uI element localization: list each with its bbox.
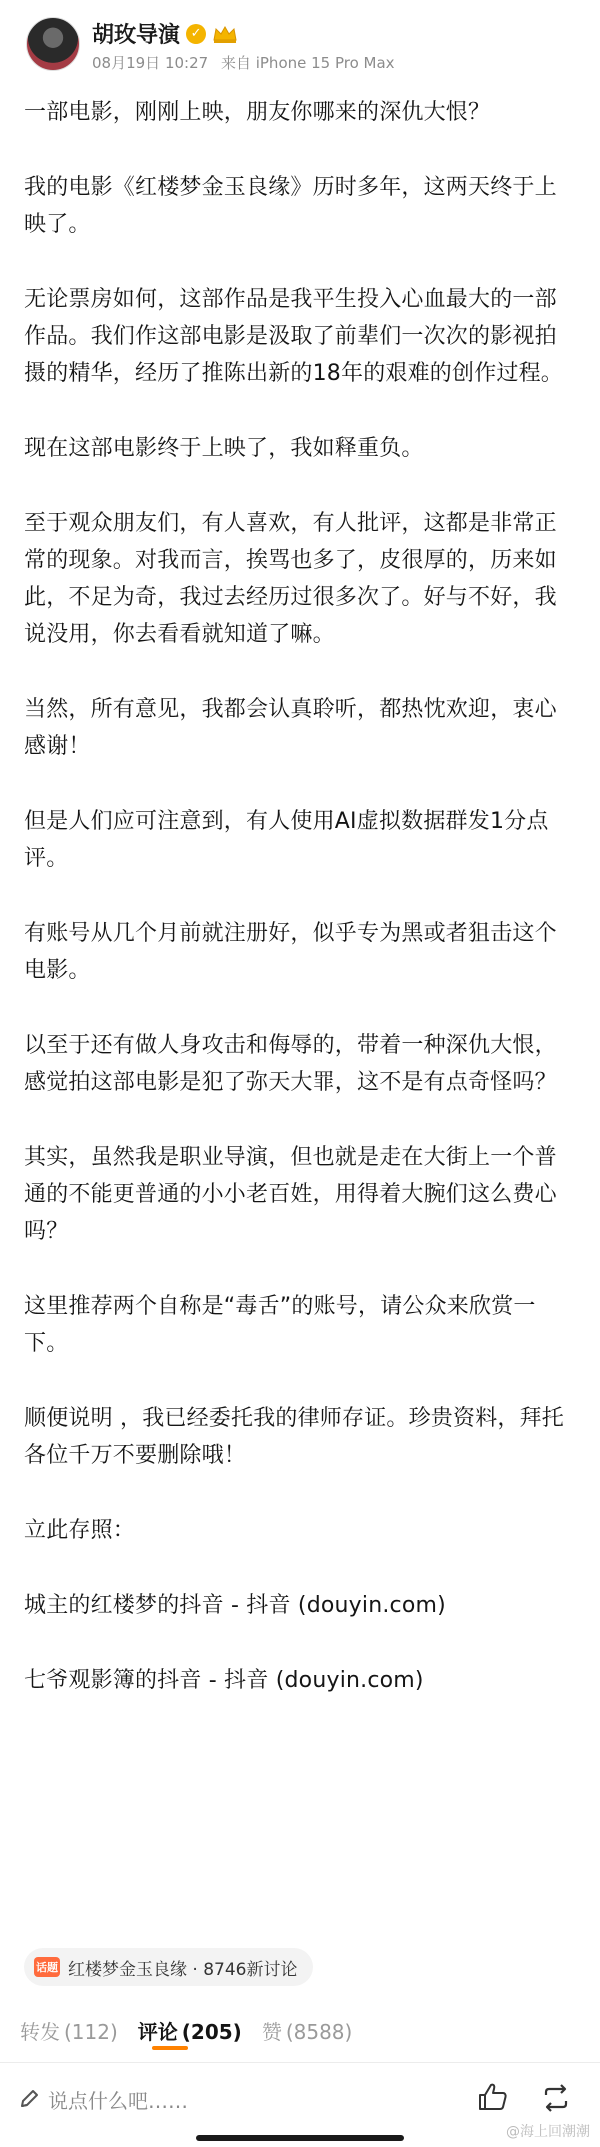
interaction-tabs (0, 2000, 600, 2060)
post-paragraph: 现在这部电影终于上映了，我如释重负。 (24, 436, 424, 461)
post-meta (92, 52, 395, 73)
post-source: 来自 iPhone 15 Pro Max (220, 54, 395, 72)
post-paragraph: 立此存照： (24, 1518, 136, 1543)
tab-comment[interactable] (138, 2016, 242, 2045)
post-header (0, 0, 600, 80)
post-paragraph: 其实，虽然我是职业导演，但也就是走在大街上一个普通的不能更普通的小小老百姓，用得着大腕们这么费心吗？ (24, 1145, 557, 1244)
post-paragraph: 顺便说明 ，我已经委托我的律师存证。珍贵资料，拜托各位千万不要删除哦！ (24, 1406, 564, 1468)
post-paragraph: 无论票房如何，这部作品是我平生投入心血最大的一部作品。我们作这部电影是汲取了前辈们一次次的影视拍摄的精华，经历了推陈出新的18年的艰难的创作过程。 (24, 287, 563, 386)
topic-icon: 话题 (34, 1957, 60, 1977)
post-paragraph: 有账号从几个月前就注册好，似乎专为黑或者狙击这个电影。 (24, 921, 557, 983)
tab-repost[interactable] (20, 2016, 118, 2045)
tab-like-count: (8588) (285, 2019, 353, 2044)
tab-repost-label: 转发 (20, 2019, 60, 2044)
link-paragraph[interactable]: 七爷观影簿的抖音 - 抖音 (douyin.com) (24, 1668, 424, 1693)
tab-comment-label: 评论 (137, 2019, 178, 2044)
tab-like-label: 赞 (261, 2019, 282, 2044)
tab-like[interactable] (262, 2016, 353, 2045)
crown-badge-icon (212, 24, 238, 44)
comment-input[interactable] (18, 2077, 438, 2121)
bottom-bar (0, 2063, 600, 2147)
avatar[interactable] (26, 17, 80, 71)
post-paragraph: 但是人们应可注意到，有人使用AI虚拟数据群发1分点评。 (24, 809, 549, 871)
author-row (92, 18, 238, 49)
repost-icon[interactable] (540, 2083, 572, 2113)
active-tab-indicator (152, 2046, 188, 2050)
home-indicator[interactable] (196, 2135, 404, 2141)
post-date: 08月19日 10:27 (92, 54, 209, 72)
post-paragraph: 至于观众朋友们，有人喜欢，有人批评，这都是非常正常的现象。对我而言，挨骂也多了，皮很厚的，历来如此，不足为奇，我过去经历过很多次了。好与不好，我说没用，你去看看就知道了嘛。 (24, 511, 557, 647)
thumbs-up-icon[interactable] (476, 2081, 510, 2113)
verified-badge-icon: ✓ (186, 24, 206, 44)
post-paragraph: 当然，所有意见，我都会认真聆听，都热忱欢迎，衷心感谢！ (24, 697, 557, 759)
post-paragraph: 以至于还有做人身攻击和侮辱的，带着一种深仇大恨，感觉拍这部电影是犯了弥天大罪，这不是有点奇怪吗？ (24, 1033, 557, 1095)
topic-chip[interactable] (24, 1948, 313, 1986)
comment-placeholder: 说点什么吧…… (48, 2088, 188, 2113)
tab-comment-count: (205) (181, 2019, 242, 2044)
tab-repost-count: (112) (64, 2019, 118, 2044)
post-body (24, 94, 576, 1737)
post-paragraph: 我的电影《红楼梦金玉良缘》历时多年，这两天终于上映了。 (24, 175, 557, 237)
watermark: @海上回潮潮 (506, 2124, 590, 2140)
post-paragraph: 一部电影，刚刚上映，朋友你哪来的深仇大恨？ (24, 100, 491, 125)
author-name[interactable]: 胡玫导演 (92, 23, 181, 48)
pencil-icon (18, 2088, 40, 2110)
link-paragraph[interactable]: 城主的红楼梦的抖音 - 抖音 (douyin.com) (24, 1593, 446, 1618)
topic-label: 红楼梦金玉良缘 · 8746新讨论 (68, 1959, 298, 1980)
post-paragraph: 这里推荐两个自称是“毒舌”的账号，请公众来欣赏一下。 (24, 1294, 536, 1356)
